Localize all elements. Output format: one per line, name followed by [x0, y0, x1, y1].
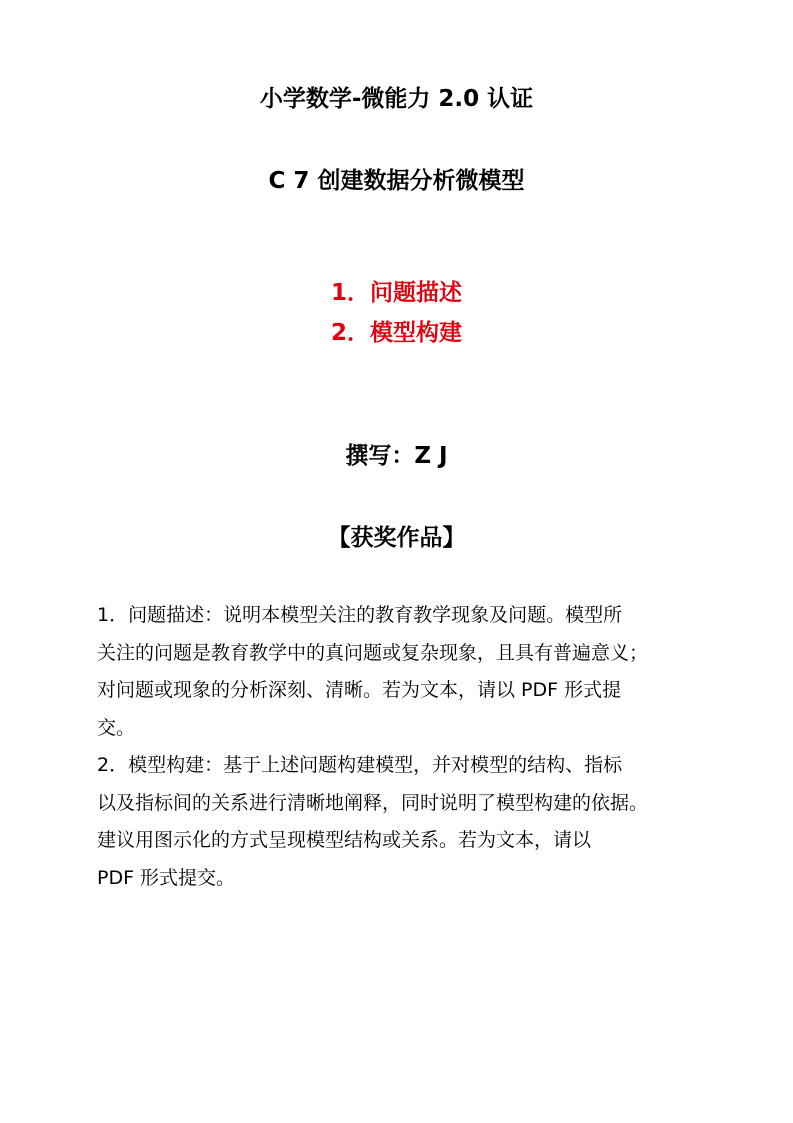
- document-title: 小学数学-微能力 2.0 认证: [259, 86, 534, 112]
- author-line: 撰写：Z J: [345, 443, 448, 469]
- body-line: 对问题或现象的分析深刻、清晰。若为文本，请以 PDF 形式提: [97, 679, 622, 701]
- document-subtitle: C 7 创建数据分析微模型: [268, 168, 525, 194]
- body-line: 1．问题描述：说明本模型关注的教育教学现象及问题。模型所: [97, 604, 623, 626]
- toc-item-problem-description: 1．问题描述: [330, 280, 462, 306]
- body-line: PDF 形式提交。: [97, 866, 236, 889]
- body-line: 交。: [97, 716, 136, 739]
- body-line: 关注的问题是教育教学中的真问题或复杂现象，且具有普遍意义；: [97, 641, 649, 664]
- body-line: 2．模型构建：基于上述问题构建模型，并对模型的结构、指标: [97, 754, 623, 776]
- body-text: [97, 597, 737, 897]
- toc-item-model-construction: 2．模型构建: [330, 320, 462, 346]
- body-line: 建议用图示化的方式呈现模型结构或关系。若为文本，请以: [97, 829, 592, 851]
- body-line: 以及指标间的关系进行清晰地阐释，同时说明了模型构建的依据。: [97, 791, 649, 814]
- award-heading: 【获奖作品】: [327, 525, 466, 551]
